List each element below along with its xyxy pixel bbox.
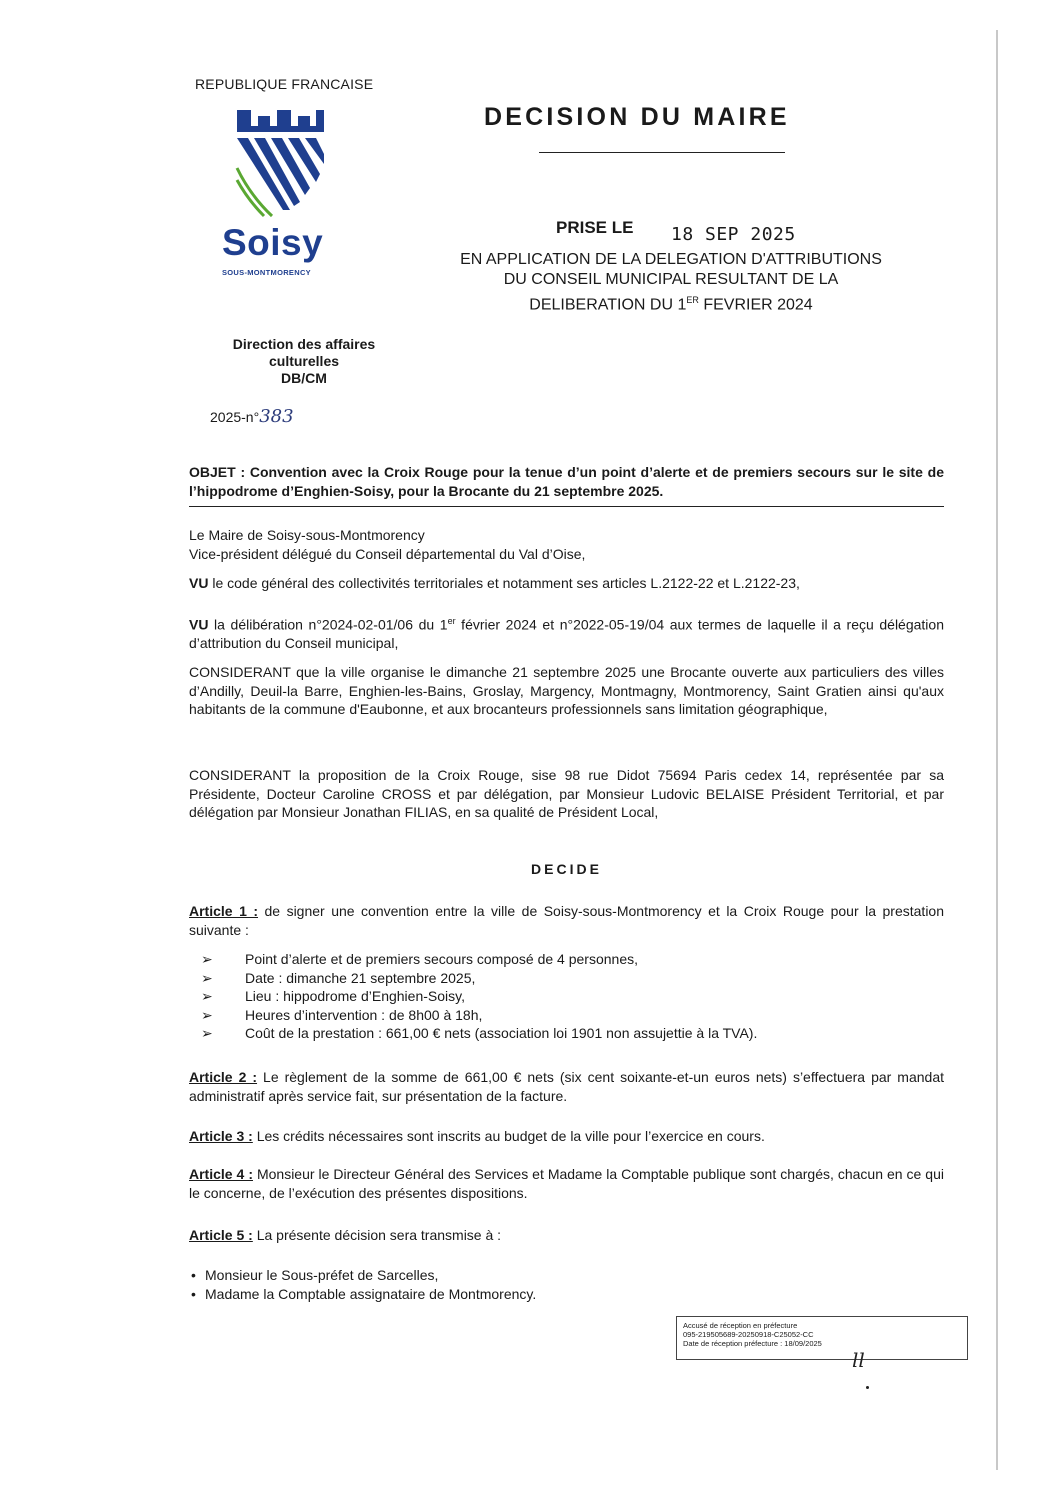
article-3: Article 3 : Les crédits nécessaires sont inscrits au budget de la ville pour l’exercice en cours. bbox=[189, 1128, 765, 1144]
considerant-paragraph-2: CONSIDERANT la proposition de la Croix Rouge, sise 98 rue Didot 75694 Paris cedex 14, représentée par sa Présidente, Docteur Caroline CROSS et par délégation, par Monsieur Ludovic BELAISE Président Territorial, et par délégation par Monsieur Jonathan FILIAS, en sa qualité de Président Local, bbox=[189, 767, 944, 820]
soisy-logo-icon bbox=[228, 110, 328, 235]
receipt-line: Accusé de réception en préfecture bbox=[683, 1321, 798, 1330]
date-stamp: 18 SEP 2025 bbox=[671, 224, 796, 245]
application-block bbox=[415, 250, 927, 315]
list-item: ➢ Heures d’intervention : de 8h00 à 18h, bbox=[201, 1006, 483, 1023]
scan-edge-line bbox=[996, 30, 998, 1470]
maire-title: Le Maire de Soisy-sous-Montmorency Vice-président délégué du Conseil départemental du Val d’Oise, bbox=[189, 527, 586, 562]
prefecture-receipt-box bbox=[676, 1316, 968, 1360]
list-item: ➢ Date : dimanche 21 septembre 2025, bbox=[201, 969, 476, 986]
page-title: DECISION DU MAIRE bbox=[484, 103, 790, 131]
decision-number-handwritten: 383 bbox=[259, 406, 294, 427]
title-divider bbox=[539, 152, 785, 153]
list-item: ➢ Coût de la prestation : 661,00 € nets (association loi 1901 non assujettie à la TVA). bbox=[201, 1025, 758, 1041]
article-label: Article 4 : bbox=[189, 1166, 253, 1182]
application-line: EN APPLICATION DE LA DELEGATION D'ATTRIBUTIONS bbox=[460, 251, 882, 268]
list-item: • Monsieur le Sous-préfet de Sarcelles, bbox=[191, 1267, 439, 1283]
article-1-list bbox=[189, 950, 944, 1043]
article-5-list bbox=[189, 1266, 944, 1304]
article-label: Article 1 : bbox=[189, 903, 259, 919]
considerant-paragraph-1: CONSIDERANT que la ville organise le dimanche 21 septembre 2025 une Brocante ouverte aux particuliers des villes d’Andilly, Deuil-la Barre, Enghien-les-Bains, Groslay, Margency, Montmagny, Montmorency, Saint Gratien ainsi qu'aux habitants de la commune d'Eaubonne, et aux brocanteurs professionnels sans limitation géographique, bbox=[189, 664, 944, 717]
handwritten-initials: ll bbox=[852, 1348, 865, 1372]
article-4: Article 4 : Monsieur le Directeur Général des Services et Madame la Comptable publique sont chargés, chacun en ce qui le concerne, de l’exécution des présentes dispositions. bbox=[189, 1166, 944, 1201]
article-label: Article 3 : bbox=[189, 1128, 253, 1144]
application-line: DU CONSEIL MUNICIPAL RESULTANT DE LA bbox=[503, 271, 839, 288]
ink-dot bbox=[866, 1386, 869, 1389]
list-item: ➢ Point d’alerte et de premiers secours composé de 4 personnes, bbox=[201, 951, 638, 967]
direction-code: DB/CM bbox=[281, 370, 327, 386]
receipt-line: 095-219505689-20250918-C25052-CC bbox=[683, 1330, 814, 1339]
direction-line: Direction des affaires bbox=[232, 336, 376, 352]
decision-number-prefix: 2025-n° bbox=[210, 409, 260, 425]
article-2: Article 2 : Le règlement de la somme de 661,00 € nets (six cent soixante-et-un euros nets) s’effectuera par mandat administratif après service fait, sur présentation de la facture. bbox=[189, 1069, 944, 1104]
vu-paragraph-1: VU le code général des collectivités territoriales et notamment ses articles L.2122-22 et L.2122-23, bbox=[189, 575, 800, 591]
objet-underline bbox=[189, 506, 944, 507]
logo-subtitle: SOUS-MONTMORENCY bbox=[222, 268, 311, 277]
receipt-line: Date de réception préfecture : 18/09/2025 bbox=[683, 1339, 822, 1348]
republique-label: REPUBLIQUE FRANCAISE bbox=[195, 76, 374, 92]
objet-text: OBJET : Convention avec la Croix Rouge pour la tenue d’un point d’alerte et de premiers secours sur le site de l’hippodrome d’Enghien-Soisy, pour la Brocante du 21 septembre 2025. bbox=[189, 464, 944, 499]
list-item: ➢ Lieu : hippodrome d’Enghien-Soisy, bbox=[201, 988, 465, 1004]
vu-paragraph-2: VU la délibération n°2024-02-01/06 du 1er février 2024 et n°2022-05-19/04 aux termes de laquelle il a reçu délégation d’attribution du Conseil municipal, bbox=[189, 616, 944, 652]
application-line: DELIBERATION DU 1ER FEVRIER 2024 bbox=[529, 295, 813, 314]
article-label: Article 5 : bbox=[189, 1227, 253, 1243]
prise-label: PRISE LE bbox=[556, 218, 634, 237]
direction-block bbox=[215, 336, 393, 387]
article-1: Article 1 : de signer une convention entre la ville de Soisy-sous-Montmorency et la Croix Rouge pour la prestation suivante : bbox=[189, 903, 944, 938]
article-5: Article 5 : La présente décision sera transmise à : bbox=[189, 1227, 502, 1243]
decide-heading: DECIDE bbox=[531, 861, 602, 877]
list-item: • Madame la Comptable assignataire de Montmorency. bbox=[191, 1286, 537, 1302]
direction-line: culturelles bbox=[268, 353, 340, 369]
article-label: Article 2 : bbox=[189, 1069, 258, 1085]
logo-wordmark: Soisy bbox=[222, 222, 324, 263]
decision-number bbox=[210, 406, 294, 427]
